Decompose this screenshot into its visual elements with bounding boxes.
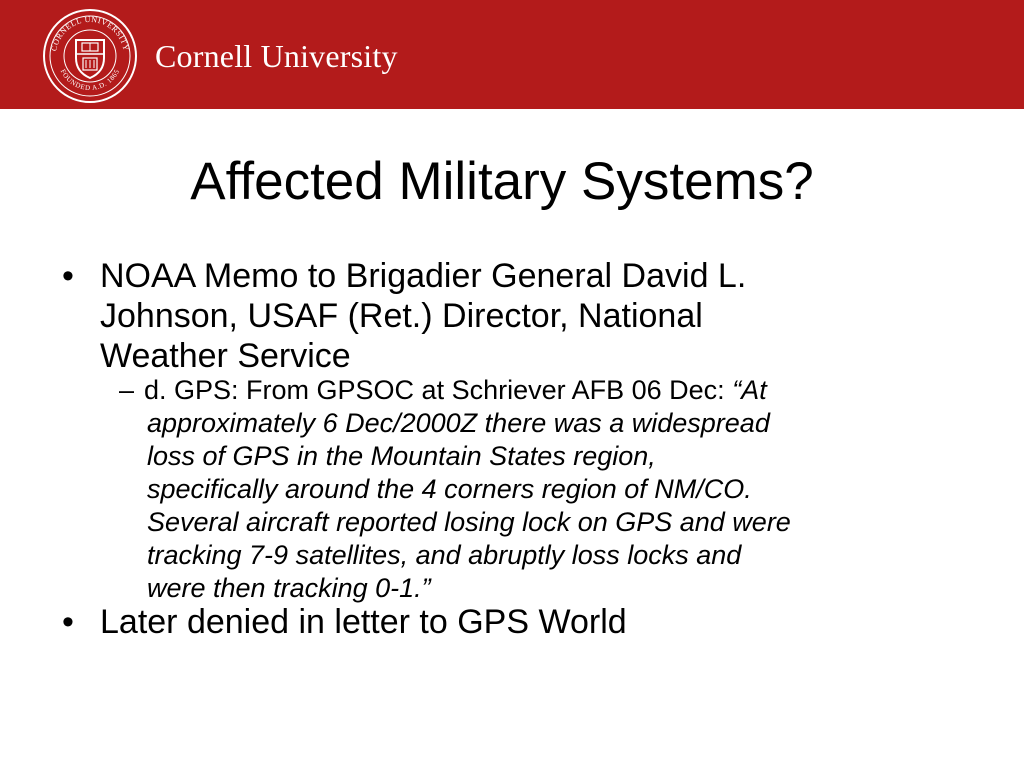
sub-bullet-dash: – [119, 375, 135, 405]
header-bar [0, 0, 1024, 109]
seal-text-top: CORNELL UNIVERSITY [49, 14, 131, 52]
page-title: Affected Military Systems? [190, 152, 814, 211]
quote-line: Several aircraft reported losing lock on GPS and were [147, 507, 791, 537]
quote-start: “At [732, 375, 767, 405]
sub-bullet-first-line [144, 374, 767, 407]
quote-line: were then tracking 0-1.” [147, 573, 431, 603]
svg-text:FOUNDED A.D. 1865 [59, 68, 122, 92]
cornell-seal-icon [42, 8, 138, 104]
bullet-line: Later denied in letter to GPS World [100, 603, 627, 641]
sub-bullet-lead: d. GPS: From GPSOC at Schriever AFB 06 Dec: [144, 375, 733, 405]
bullet-line: NOAA Memo to Brigadier General David L. [100, 257, 747, 295]
bullet-symbol: • [62, 603, 74, 641]
bullet-symbol: • [62, 257, 74, 295]
seal-text-bottom: FOUNDED A.D. 1865 [58, 67, 122, 93]
quote-line: approximately 6 Dec/2000Z there was a widespread [147, 408, 770, 438]
quote-line: specifically around the 4 corners region of NM/CO. [147, 474, 752, 504]
quote-line: loss of GPS in the Mountain States region, [147, 441, 656, 471]
bullet-line: Johnson, USAF (Ret.) Director, National [100, 297, 703, 335]
bullet-line: Weather Service [100, 337, 351, 375]
bullet-item-noaa-memo [100, 256, 980, 376]
quote-line: tracking 7-9 satellites, and abruptly loss locks and [147, 540, 742, 570]
bullet-item-later-denied [100, 602, 980, 642]
brand-name: Cornell University [155, 38, 398, 74]
